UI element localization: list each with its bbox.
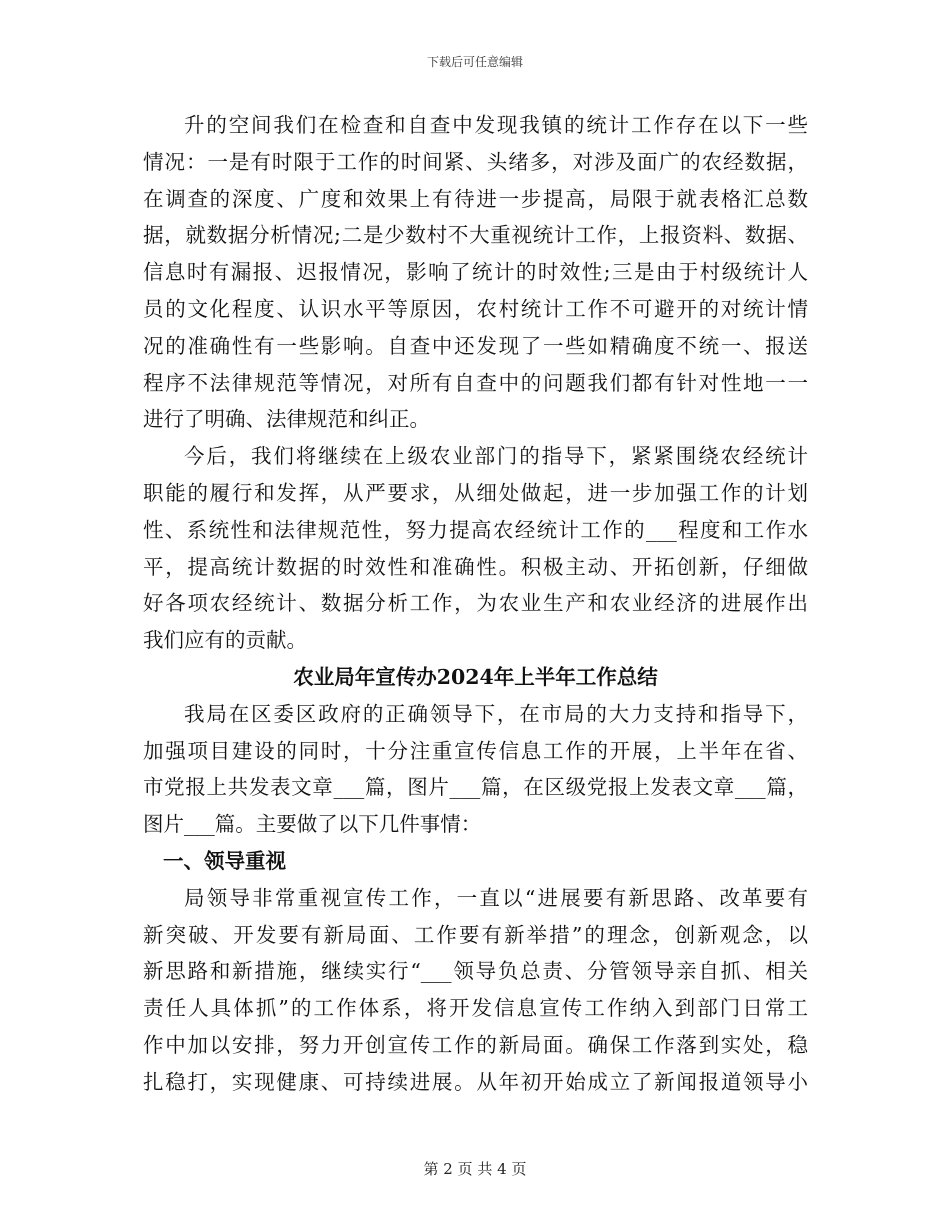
text-line: 员的文化程度、认识水平等原因，农村统计工作不可避开的对统计情 [143, 296, 808, 321]
text-line: 职能的履行和发挥，从严要求，从细处做起，进一步加强工作的计划 [143, 480, 808, 505]
text-line: 我局在区委区政府的正确领导下，在市局的大力支持和指导下， [184, 701, 808, 726]
text-line: 平，提高统计数据的时效性和准确性。积极主动、开拓创新，仔细做 [143, 554, 808, 579]
text-line: 局领导非常重视宣传工作，一直以“进展要有新思路、改革要有 [184, 885, 808, 910]
paragraph-2 [143, 438, 808, 659]
page-footer: 第 2 页 共 4 页 [423, 1160, 527, 1178]
paragraph-1 [143, 107, 808, 438]
text-line: 加强项目建设的同时，十分注重宣传信息工作的开展，上半年在省、 [143, 738, 808, 763]
text-line: 在调查的深度、广度和效果上有待进一步提高，局限于就表格汇总数 [143, 186, 808, 211]
text-line: 新思路和新措施，继续实行“___领导负总责、分管领导亲自抓、相关 [143, 959, 808, 984]
text-line: 责任人具体抓”的工作体系，将开发信息宣传工作纳入到部门日常工 [143, 996, 808, 1021]
text-line: 升的空间我们在检查和自查中发现我镇的统计工作存在以下一些 [184, 113, 808, 137]
text-line: 信息时有漏报、迟报情况，影响了统计的时效性;三是由于村级统计人 [143, 260, 808, 285]
text-line: 作中加以安排，努力开创宣传工作的新局面。确保工作落到实处，稳 [143, 1032, 808, 1057]
text-line: 据，就数据分析情况;二是少数村不大重视统计工作，上报资料、数据、 [143, 223, 808, 248]
paragraph-3 [143, 696, 808, 843]
text-line: 性、系统性和法律规范性，努力提高农经统计工作的___程度和工作水 [143, 517, 808, 542]
text-line: 我们应有的贡献。 [143, 628, 307, 653]
page-header: 下载后可任意编辑 [426, 55, 523, 69]
text-line: 情况：一是有时限于工作的时间紧、头绪多，对涉及面广的农经数据， [143, 149, 808, 174]
text-line: 程序不法律规范等情况，对所有自查中的问题我们都有针对性地一一 [143, 370, 808, 395]
text-line: 进行了明确、法律规范和纠正。 [143, 407, 430, 432]
document-body [143, 107, 808, 1101]
paragraph-4 [143, 880, 808, 1101]
subsection-heading: 一、领导重视 [163, 848, 286, 873]
text-line: 市党报上共发表文章___篇，图片___篇，在区级党报上发表文章___篇， [143, 775, 808, 800]
text-line: 今后，我们将继续在上级农业部门的指导下，紧紧围绕农经统计 [184, 444, 808, 469]
text-line: 图片___篇。主要做了以下几件事情： [143, 812, 482, 837]
text-line: 新突破、开发要有新局面、工作要有新举措”的理念，创新观念，以 [143, 922, 808, 947]
text-line: 况的准确性有一些影响。自查中还发现了一些如精确度不统一、报送 [143, 333, 808, 358]
text-line: 好各项农经统计、数据分析工作，为农业生产和农业经济的进展作出 [143, 591, 808, 616]
text-line: 扎稳打，实现健康、可持续进展。从年初开始成立了新闻报道领导小 [143, 1069, 808, 1094]
section-title: 农业局年宣传办2024年上半年工作总结 [293, 664, 658, 689]
